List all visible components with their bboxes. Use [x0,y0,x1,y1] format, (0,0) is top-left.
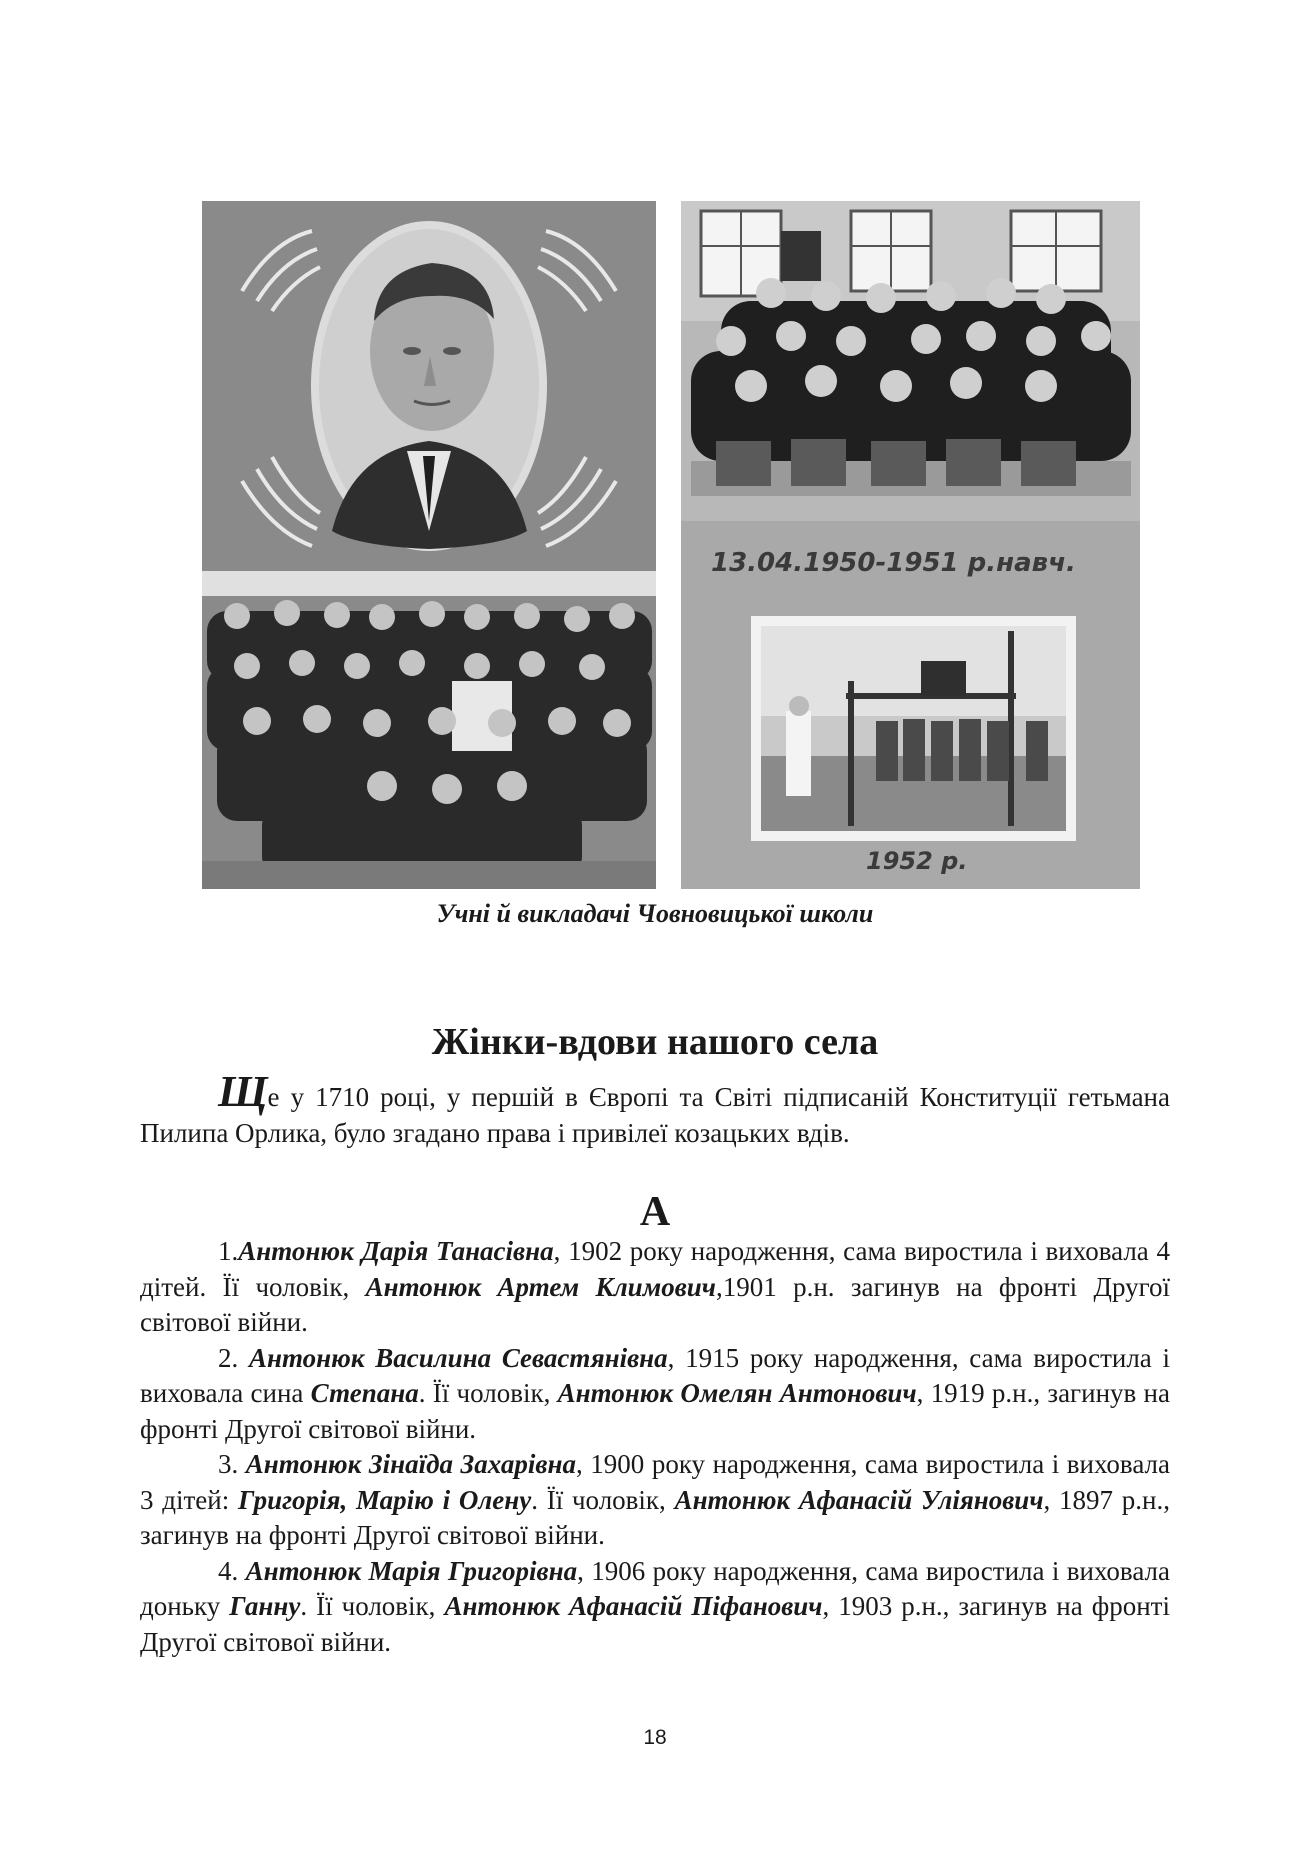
husband-name: Антонюк Афанасій Уліянович [674,1484,1044,1515]
husband-name: Антонюк Афанасій Піфанович [444,1591,823,1621]
sport-photo-inscription: 1952 р. [866,847,968,875]
drop-cap: Щ [218,1067,268,1116]
intro-text: е у 1710 році, у першій в Європі та Світі підписаній Конституції гетьмана Пилипа Орлика, було згадано права і привілеї козацьких вдів. [140,1082,1170,1148]
list-item: 1.Антонюк Дарія Танасівна, 1902 року народження, сама виростила і виховала 4 дітей. Її чоловік, Антонюк Артем Климович,1901 р.н. загинув на фронті Другої світової війни. [140,1236,1171,1337]
widow-name: Антонюк Зінаїда Захарівна [245,1449,576,1479]
child-name: Степана [310,1378,419,1408]
staff-group-photo [681,201,1140,521]
section-title: Жінки-вдови нашого села [431,1021,879,1063]
husband-name: Антонюк Омелян Антонович [557,1378,917,1408]
page-number: 18 [643,1726,667,1749]
class-group-photo [202,571,656,889]
child-name: Ганну [229,1591,301,1621]
widow-name: Антонюк Марія Григорівна [245,1555,578,1586]
letter-heading: А [639,1189,671,1235]
intro-paragraph [140,1067,1170,1151]
portrait-photo [202,201,656,571]
list-item: 4. Антонюк Марія Григорівна, 1906 року народження, сама виростила і виховала доньку Ганну. Її чоловік, Антонюк Афанасій Піфанович, 1903 р.н., загинув на фронті Другої світової війни. [140,1555,1170,1657]
sport-album-page [681,521,1140,889]
husband-name: Антонюк Артем Климович [365,1271,716,1302]
list-item: 3. Антонюк Зінаїда Захарівна, 1900 року народження, сама виростила і виховала 3 дітей: Григорія, Марію і Олену. Її чоловік, Антонюк Афанасій Уліянович, 1897 р.н., загинув на фронті Другої світової війни. [140,1449,1171,1550]
photo-caption: Учні й викладачі Човновицької школи [436,899,874,928]
staff-photo-inscription: 13.04.1950-1951 р.навч. [711,548,1076,578]
widow-entries [140,1234,1170,1660]
widow-name: Антонюк Василина Севастянівна [248,1342,668,1373]
widow-name: Антонюк Дарія Танасівна [238,1236,554,1266]
child-name: Григорія, Марію і Олену [238,1484,532,1515]
list-item: 2. Антонюк Василина Севастянівна, 1915 року народження, сама виростила і виховала сина Степана. Її чоловік, Антонюк Омелян Антонович, 1919 р.н., загинув на фронті Другої світової війни. [140,1342,1170,1444]
